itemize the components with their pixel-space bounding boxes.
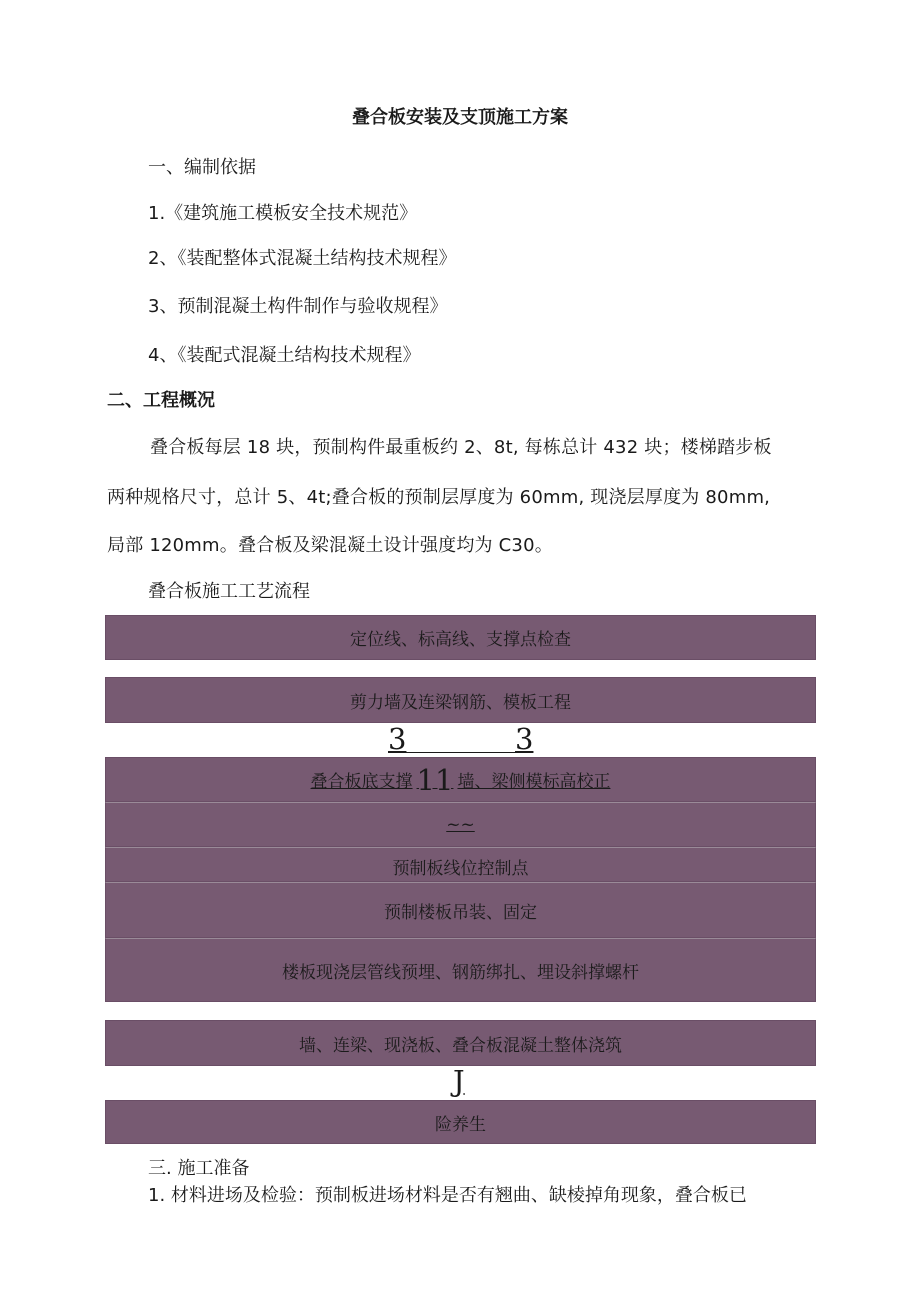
flow-step-label: 叠合板底支撑 11 墙、梁侧模标高校正 [310, 762, 611, 797]
arrow-mark-line [405, 752, 515, 753]
section2-heading: 二、工程概况 [107, 390, 215, 411]
reference-item-2: 2、《装配整体式混凝土结构技术规程》 [148, 248, 457, 269]
flow-step-control-points [105, 847, 816, 882]
tilde-mark: ~~ [446, 814, 475, 835]
reference-item-4: 4、《装配式混凝土结构技术规程》 [148, 345, 421, 366]
page-title: 叠合板安装及支顶施工方案 [352, 107, 568, 128]
overview-line-3: 局部 120mm。叠合板及梁混凝土设计强度均为 C30。 [107, 535, 553, 556]
flow-step-label: 剪力墙及连梁钢筋、模板工程 [350, 692, 571, 713]
flow-step-tilde-mark [105, 802, 816, 847]
flow-step-shear-wall [105, 677, 816, 723]
flow-step-label: 墙、连梁、现浇板、叠合板混凝土整体浇筑 [299, 1035, 622, 1056]
section3-heading: 三. 施工准备 [148, 1158, 250, 1179]
flow-step-label: 预制楼板吊装、固定 [384, 902, 537, 923]
flow-step-rebar [105, 938, 816, 1002]
section1-heading: 一、编制依据 [148, 157, 256, 178]
section3-item-1: 1. 材料进场及检验：预制板进场材料是否有翘曲、缺棱掉角现象，叠合板已 [148, 1185, 747, 1206]
reference-item-3: 3、预制混凝土构件制作与验收规程》 [148, 296, 448, 317]
flow-title: 叠合板施工工艺流程 [148, 581, 310, 602]
flow-step-label: 预制板线位控制点 [392, 859, 529, 879]
flow-step-position-check [105, 615, 816, 660]
flow-step-label: 楼板现浇层管线预埋、钢筋绑扎、埋设斜撑螺杆 [282, 962, 639, 983]
flow-step-curing [105, 1100, 816, 1144]
overview-line-1: 叠合板每层 18 块，预制构件最重板约 2、8t, 每栋总计 432 块；楼梯踏步板 [150, 437, 772, 458]
flow-step-label: 定位线、标高线、支撑点检查 [350, 630, 571, 650]
overview-line-2: 两种规格尺寸，总计 5、4t;叠合板的预制层厚度为 60mm, 现浇层厚度为 80mm, [107, 487, 771, 508]
reference-item-1: 1.《建筑施工模板安全技术规范》 [148, 203, 418, 224]
arrow-mark-left: 3 [388, 722, 407, 756]
flow-step-label: 险养生 [435, 1114, 486, 1135]
flow-step-concrete-pour [105, 1020, 816, 1066]
flow-step-hoisting [105, 882, 816, 938]
flow-step-slab-support [105, 757, 816, 802]
arrow-mark-right: 3 [515, 722, 534, 756]
arrow-mark-j: J [453, 1064, 465, 1098]
